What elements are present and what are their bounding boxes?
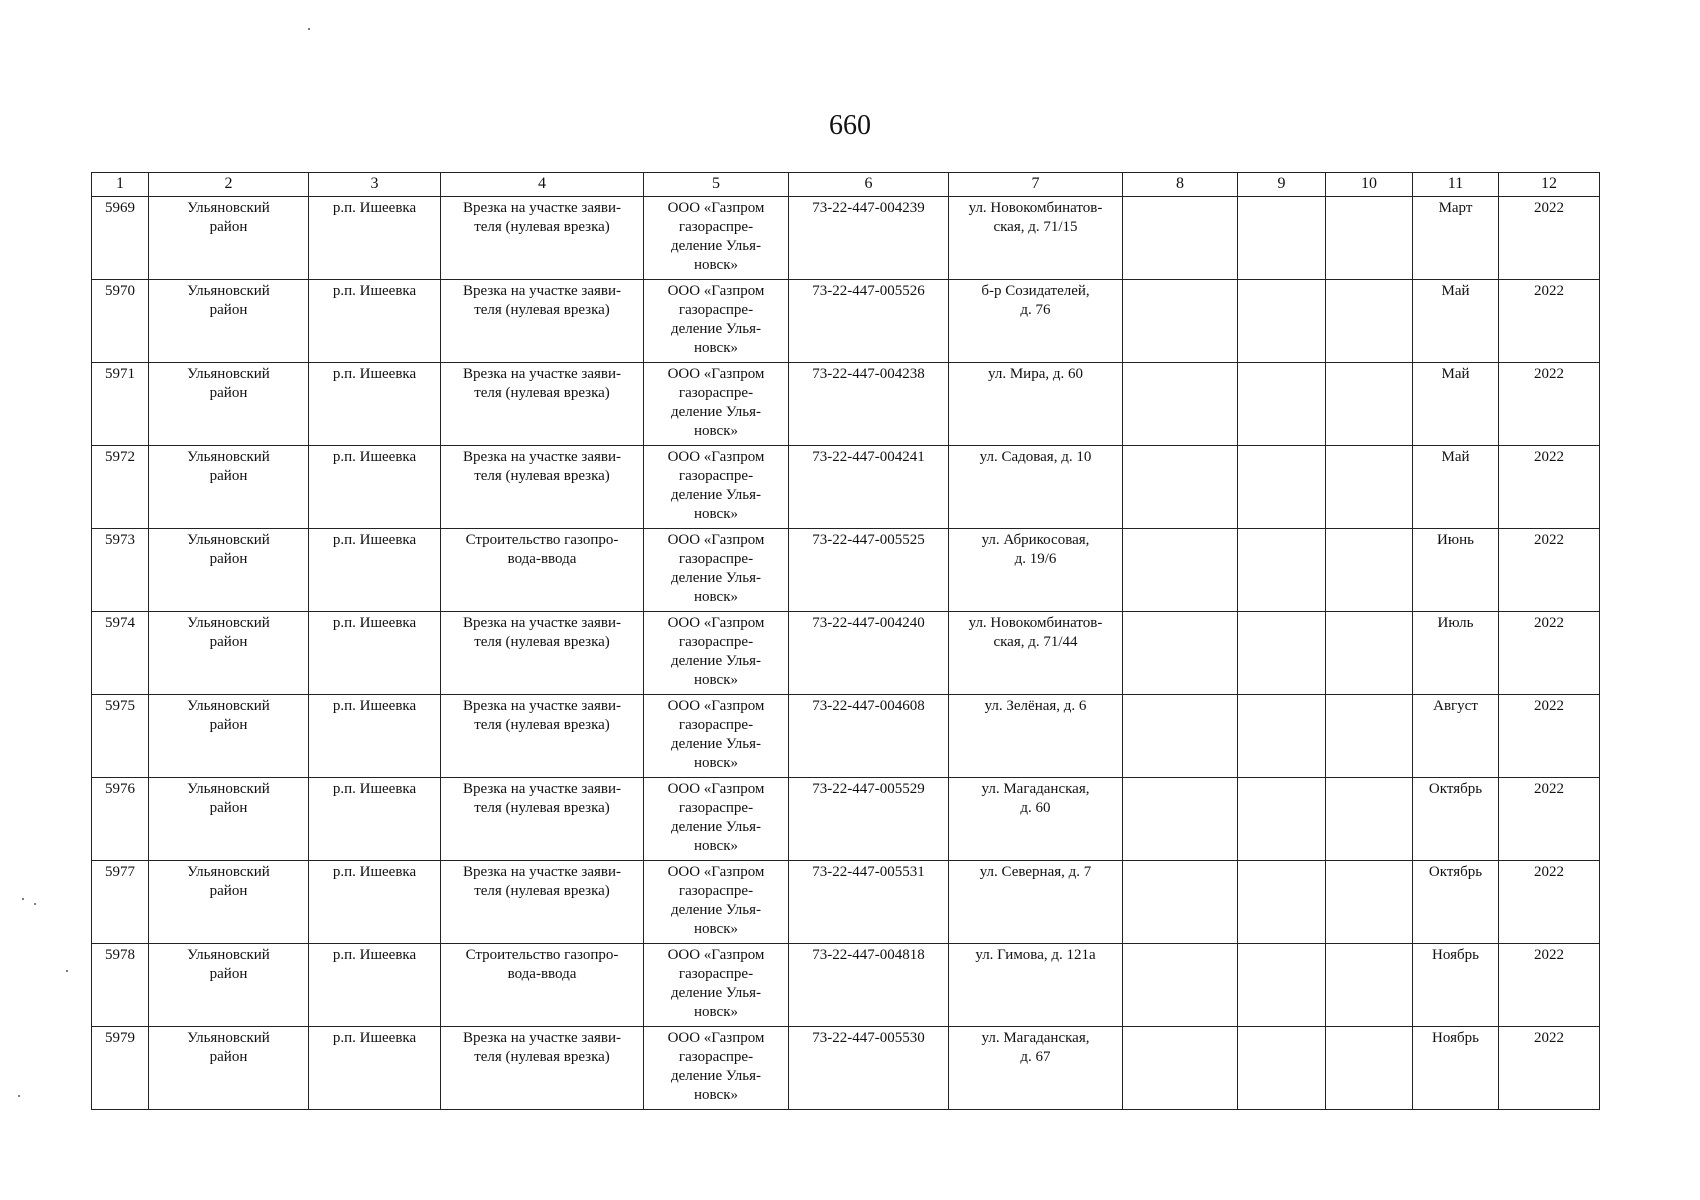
work-type-cell — [441, 529, 644, 612]
settlement-cell: р.п. Ишеевка — [309, 363, 441, 446]
empty-cell — [1326, 1027, 1413, 1110]
organization-cell — [644, 197, 789, 280]
table-row — [92, 197, 1600, 280]
district-cell-line: район — [209, 219, 248, 235]
month-cell: Май — [1413, 446, 1499, 529]
column-number: 9 — [1238, 173, 1326, 197]
district-cell — [149, 778, 309, 861]
table-row — [92, 695, 1600, 778]
row-number: 5971 — [92, 363, 149, 446]
year-cell: 2022 — [1499, 363, 1600, 446]
empty-cell — [1238, 529, 1326, 612]
work-type-cell — [441, 1027, 644, 1110]
object-code-cell: 73-22-447-004818 — [789, 944, 949, 1027]
address-cell-line: б-р Созидателей, — [981, 283, 1090, 299]
settlement-cell: р.п. Ишеевка — [309, 1027, 441, 1110]
year-cell: 2022 — [1499, 1027, 1600, 1110]
organization-cell-line: газораспре- — [678, 551, 754, 567]
year-cell: 2022 — [1499, 446, 1600, 529]
year-cell: 2022 — [1499, 197, 1600, 280]
empty-cell — [1123, 363, 1238, 446]
work-type-cell-line: Врезка на участке заяви- — [463, 200, 621, 216]
register-table — [91, 172, 1600, 1110]
column-number: 1 — [92, 173, 149, 197]
address-cell-line: ул. Зелёная, д. 6 — [984, 698, 1087, 714]
organization-cell-line: ООО «Газпром — [667, 947, 765, 963]
organization-cell — [644, 695, 789, 778]
organization-cell-line: ООО «Газпром — [667, 698, 765, 714]
district-cell — [149, 197, 309, 280]
work-type-cell — [441, 778, 644, 861]
organization-cell-line: деление Улья- — [670, 985, 762, 1001]
work-type-cell-line: Врезка на участке заяви- — [463, 781, 621, 797]
organization-cell-line: новск» — [694, 257, 738, 273]
table-row — [92, 446, 1600, 529]
settlement-cell: р.п. Ишеевка — [309, 197, 441, 280]
district-cell-line: Ульяновский — [187, 449, 270, 465]
organization-cell-line: деление Улья- — [670, 1068, 762, 1084]
organization-cell — [644, 363, 789, 446]
row-number: 5976 — [92, 778, 149, 861]
work-type-cell-line: теля (нулевая врезка) — [474, 717, 610, 733]
empty-cell — [1238, 695, 1326, 778]
work-type-cell-line: Врезка на участке заяви- — [463, 283, 621, 299]
empty-cell — [1238, 944, 1326, 1027]
work-type-cell — [441, 695, 644, 778]
column-number: 4 — [441, 173, 644, 197]
organization-cell — [644, 944, 789, 1027]
row-number: 5973 — [92, 529, 149, 612]
district-cell-line: Ульяновский — [187, 532, 270, 548]
address-cell — [949, 944, 1123, 1027]
organization-cell-line: деление Улья- — [670, 321, 762, 337]
address-cell-line: ул. Магаданская, — [981, 1030, 1090, 1046]
empty-cell — [1326, 944, 1413, 1027]
organization-cell-line: ООО «Газпром — [667, 864, 765, 880]
row-number: 5974 — [92, 612, 149, 695]
month-cell: Ноябрь — [1413, 944, 1499, 1027]
object-code-cell: 73-22-447-004241 — [789, 446, 949, 529]
settlement-cell: р.п. Ишеевка — [309, 861, 441, 944]
organization-cell-line: новск» — [694, 755, 738, 771]
district-cell-line: Ульяновский — [187, 781, 270, 797]
organization-cell-line: деление Улья- — [670, 736, 762, 752]
empty-cell — [1238, 861, 1326, 944]
empty-cell — [1238, 280, 1326, 363]
row-number: 5972 — [92, 446, 149, 529]
address-cell-line: ская, д. 71/15 — [993, 219, 1078, 235]
empty-cell — [1326, 778, 1413, 861]
address-cell-line: д. 19/6 — [1014, 551, 1057, 567]
address-cell-line: д. 76 — [1020, 302, 1051, 318]
scan-speck — [34, 903, 36, 905]
work-type-cell — [441, 446, 644, 529]
empty-cell — [1123, 529, 1238, 612]
district-cell — [149, 944, 309, 1027]
empty-cell — [1238, 446, 1326, 529]
organization-cell-line: ООО «Газпром — [667, 200, 765, 216]
district-cell-line: район — [209, 800, 248, 816]
column-number: 12 — [1499, 173, 1600, 197]
row-number: 5975 — [92, 695, 149, 778]
month-cell: Октябрь — [1413, 778, 1499, 861]
address-cell — [949, 612, 1123, 695]
empty-cell — [1238, 1027, 1326, 1110]
district-cell-line: район — [209, 551, 248, 567]
address-cell — [949, 363, 1123, 446]
address-cell — [949, 778, 1123, 861]
empty-cell — [1326, 695, 1413, 778]
district-cell — [149, 529, 309, 612]
work-type-cell-line: Врезка на участке заяви- — [463, 698, 621, 714]
column-number: 2 — [149, 173, 309, 197]
year-cell: 2022 — [1499, 280, 1600, 363]
table-row — [92, 529, 1600, 612]
address-cell — [949, 695, 1123, 778]
year-cell: 2022 — [1499, 778, 1600, 861]
address-cell-line: ул. Новокомбинатов- — [968, 200, 1103, 216]
column-number: 8 — [1123, 173, 1238, 197]
organization-cell-line: новск» — [694, 506, 738, 522]
table-body — [92, 197, 1600, 1110]
scan-speck — [22, 898, 24, 900]
month-cell: Март — [1413, 197, 1499, 280]
empty-cell — [1123, 695, 1238, 778]
district-cell — [149, 363, 309, 446]
object-code-cell: 73-22-447-004238 — [789, 363, 949, 446]
address-cell-line: ул. Северная, д. 7 — [979, 864, 1092, 880]
year-cell: 2022 — [1499, 695, 1600, 778]
empty-cell — [1326, 363, 1413, 446]
organization-cell-line: газораспре- — [678, 800, 754, 816]
organization-cell-line: газораспре- — [678, 1049, 754, 1065]
address-cell-line: ул. Садовая, д. 10 — [979, 449, 1092, 465]
work-type-cell — [441, 280, 644, 363]
empty-cell — [1123, 944, 1238, 1027]
empty-cell — [1326, 612, 1413, 695]
organization-cell-line: новск» — [694, 921, 738, 937]
organization-cell-line: деление Улья- — [670, 570, 762, 586]
district-cell — [149, 861, 309, 944]
empty-cell — [1326, 197, 1413, 280]
organization-cell — [644, 529, 789, 612]
district-cell-line: район — [209, 468, 248, 484]
district-cell-line: район — [209, 634, 248, 650]
organization-cell-line: газораспре- — [678, 966, 754, 982]
scan-speck — [308, 28, 310, 30]
district-cell-line: Ульяновский — [187, 366, 270, 382]
column-number: 11 — [1413, 173, 1499, 197]
district-cell-line: район — [209, 883, 248, 899]
year-cell: 2022 — [1499, 944, 1600, 1027]
table-row — [92, 778, 1600, 861]
district-cell-line: район — [209, 302, 248, 318]
district-cell-line: район — [209, 966, 248, 982]
district-cell-line: Ульяновский — [187, 864, 270, 880]
organization-cell-line: газораспре- — [678, 302, 754, 318]
organization-cell-line: газораспре- — [678, 883, 754, 899]
organization-cell-line: новск» — [694, 423, 738, 439]
settlement-cell: р.п. Ишеевка — [309, 695, 441, 778]
work-type-cell-line: Врезка на участке заяви- — [463, 366, 621, 382]
year-cell: 2022 — [1499, 529, 1600, 612]
object-code-cell: 73-22-447-005525 — [789, 529, 949, 612]
organization-cell-line: ООО «Газпром — [667, 1030, 765, 1046]
table-row — [92, 612, 1600, 695]
empty-cell — [1326, 280, 1413, 363]
organization-cell-line: деление Улья- — [670, 653, 762, 669]
organization-cell-line: новск» — [694, 340, 738, 356]
empty-cell — [1123, 778, 1238, 861]
district-cell — [149, 695, 309, 778]
empty-cell — [1123, 861, 1238, 944]
table-row — [92, 944, 1600, 1027]
organization-cell-line: новск» — [694, 672, 738, 688]
row-number: 5969 — [92, 197, 149, 280]
district-cell-line: Ульяновский — [187, 1030, 270, 1046]
empty-cell — [1238, 778, 1326, 861]
table-row — [92, 363, 1600, 446]
work-type-cell-line: Врезка на участке заяви- — [463, 615, 621, 631]
organization-cell-line: ООО «Газпром — [667, 449, 765, 465]
organization-cell — [644, 280, 789, 363]
district-cell-line: район — [209, 1049, 248, 1065]
month-cell: Май — [1413, 280, 1499, 363]
work-type-cell-line: Строительство газопро- — [465, 947, 619, 963]
organization-cell-line: ООО «Газпром — [667, 283, 765, 299]
empty-cell — [1238, 197, 1326, 280]
district-cell-line: Ульяновский — [187, 200, 270, 216]
month-cell: Май — [1413, 363, 1499, 446]
row-number: 5978 — [92, 944, 149, 1027]
page-number: 660 — [829, 110, 871, 141]
organization-cell — [644, 778, 789, 861]
address-cell-line: ул. Новокомбинатов- — [968, 615, 1103, 631]
organization-cell-line: газораспре- — [678, 468, 754, 484]
scan-speck — [18, 1095, 20, 1097]
organization-cell-line: деление Улья- — [670, 487, 762, 503]
address-cell — [949, 1027, 1123, 1110]
organization-cell-line: деление Улья- — [670, 819, 762, 835]
district-cell-line: Ульяновский — [187, 283, 270, 299]
work-type-cell — [441, 861, 644, 944]
work-type-cell — [441, 197, 644, 280]
row-number: 5977 — [92, 861, 149, 944]
object-code-cell: 73-22-447-004608 — [789, 695, 949, 778]
organization-cell — [644, 1027, 789, 1110]
district-cell — [149, 1027, 309, 1110]
year-cell: 2022 — [1499, 861, 1600, 944]
address-cell-line: ул. Абрикосовая, — [981, 532, 1090, 548]
organization-cell-line: ООО «Газпром — [667, 781, 765, 797]
work-type-cell — [441, 944, 644, 1027]
settlement-cell: р.п. Ишеевка — [309, 612, 441, 695]
object-code-cell: 73-22-447-005531 — [789, 861, 949, 944]
column-number: 10 — [1326, 173, 1413, 197]
table-row — [92, 861, 1600, 944]
empty-cell — [1123, 197, 1238, 280]
scan-speck — [66, 970, 68, 972]
empty-cell — [1123, 446, 1238, 529]
district-cell-line: Ульяновский — [187, 698, 270, 714]
organization-cell-line: ООО «Газпром — [667, 532, 765, 548]
work-type-cell-line: Строительство газопро- — [465, 532, 619, 548]
organization-cell-line: газораспре- — [678, 717, 754, 733]
table-row — [92, 280, 1600, 363]
district-cell-line: район — [209, 717, 248, 733]
organization-cell-line: новск» — [694, 1087, 738, 1103]
address-cell — [949, 280, 1123, 363]
empty-cell — [1123, 1027, 1238, 1110]
address-cell-line: д. 67 — [1020, 1049, 1051, 1065]
address-cell — [949, 861, 1123, 944]
work-type-cell-line: теля (нулевая врезка) — [474, 468, 610, 484]
district-cell — [149, 446, 309, 529]
empty-cell — [1326, 446, 1413, 529]
work-type-cell-line: теля (нулевая врезка) — [474, 634, 610, 650]
district-cell-line: район — [209, 385, 248, 401]
work-type-cell-line: теля (нулевая врезка) — [474, 800, 610, 816]
year-cell: 2022 — [1499, 612, 1600, 695]
district-cell-line: Ульяновский — [187, 615, 270, 631]
object-code-cell: 73-22-447-005529 — [789, 778, 949, 861]
column-number-row — [92, 173, 1600, 197]
empty-cell — [1123, 280, 1238, 363]
address-cell-line: ул. Мира, д. 60 — [988, 366, 1083, 382]
organization-cell-line: газораспре- — [678, 634, 754, 650]
organization-cell — [644, 861, 789, 944]
work-type-cell-line: теля (нулевая врезка) — [474, 219, 610, 235]
row-number: 5979 — [92, 1027, 149, 1110]
work-type-cell-line: теля (нулевая врезка) — [474, 385, 610, 401]
empty-cell — [1326, 529, 1413, 612]
address-cell-line: ская, д. 71/44 — [993, 634, 1078, 650]
organization-cell-line: ООО «Газпром — [667, 366, 765, 382]
month-cell: Июнь — [1413, 529, 1499, 612]
table-row — [92, 1027, 1600, 1110]
organization-cell-line: новск» — [694, 838, 738, 854]
object-code-cell: 73-22-447-004240 — [789, 612, 949, 695]
district-cell — [149, 280, 309, 363]
organization-cell-line: деление Улья- — [670, 238, 762, 254]
organization-cell-line: деление Улья- — [670, 902, 762, 918]
organization-cell-line: газораспре- — [678, 219, 754, 235]
address-cell-line: ул. Магаданская, — [981, 781, 1090, 797]
work-type-cell-line: Врезка на участке заяви- — [463, 449, 621, 465]
settlement-cell: р.п. Ишеевка — [309, 944, 441, 1027]
object-code-cell: 73-22-447-005530 — [789, 1027, 949, 1110]
settlement-cell: р.п. Ишеевка — [309, 280, 441, 363]
address-cell-line: д. 60 — [1020, 800, 1051, 816]
empty-cell — [1238, 363, 1326, 446]
month-cell: Ноябрь — [1413, 1027, 1499, 1110]
month-cell: Июль — [1413, 612, 1499, 695]
address-cell — [949, 529, 1123, 612]
organization-cell-line: деление Улья- — [670, 404, 762, 420]
month-cell: Октябрь — [1413, 861, 1499, 944]
work-type-cell-line: Врезка на участке заяви- — [463, 864, 621, 880]
row-number: 5970 — [92, 280, 149, 363]
object-code-cell: 73-22-447-004239 — [789, 197, 949, 280]
work-type-cell-line: теля (нулевая врезка) — [474, 302, 610, 318]
object-code-cell: 73-22-447-005526 — [789, 280, 949, 363]
work-type-cell-line: Врезка на участке заяви- — [463, 1030, 621, 1046]
district-cell-line: Ульяновский — [187, 947, 270, 963]
settlement-cell: р.п. Ишеевка — [309, 446, 441, 529]
settlement-cell: р.п. Ишеевка — [309, 529, 441, 612]
column-number: 3 — [309, 173, 441, 197]
settlement-cell: р.п. Ишеевка — [309, 778, 441, 861]
organization-cell-line: новск» — [694, 589, 738, 605]
work-type-cell — [441, 612, 644, 695]
organization-cell-line: новск» — [694, 1004, 738, 1020]
empty-cell — [1238, 612, 1326, 695]
work-type-cell-line: вода-ввода — [507, 966, 577, 982]
organization-cell — [644, 612, 789, 695]
empty-cell — [1123, 612, 1238, 695]
column-number: 6 — [789, 173, 949, 197]
work-type-cell-line: вода-ввода — [507, 551, 577, 567]
month-cell: Август — [1413, 695, 1499, 778]
district-cell — [149, 612, 309, 695]
organization-cell-line: ООО «Газпром — [667, 615, 765, 631]
organization-cell — [644, 446, 789, 529]
empty-cell — [1326, 861, 1413, 944]
work-type-cell — [441, 363, 644, 446]
address-cell — [949, 197, 1123, 280]
address-cell — [949, 446, 1123, 529]
organization-cell-line: газораспре- — [678, 385, 754, 401]
column-number: 5 — [644, 173, 789, 197]
work-type-cell-line: теля (нулевая врезка) — [474, 1049, 610, 1065]
address-cell-line: ул. Гимова, д. 121а — [975, 947, 1096, 963]
column-number: 7 — [949, 173, 1123, 197]
work-type-cell-line: теля (нулевая врезка) — [474, 883, 610, 899]
